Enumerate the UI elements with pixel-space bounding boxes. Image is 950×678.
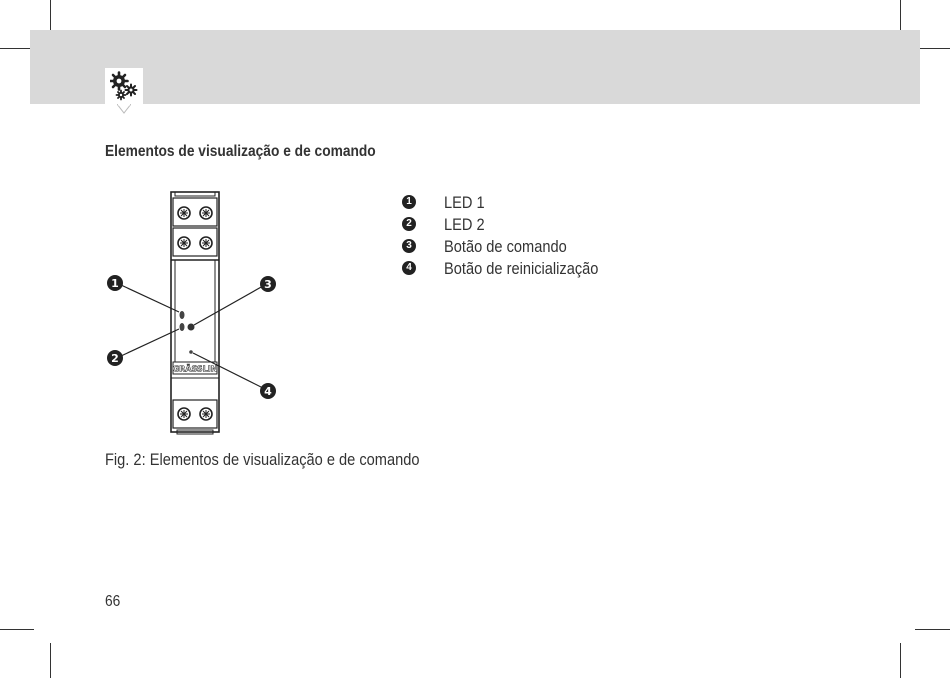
reset-button [189,350,193,354]
device-brand-label: GRÄSSLIN [172,364,218,374]
callout-1-label: 1 [111,277,119,290]
crop-mark-tr-v [900,0,901,31]
crop-mark-bl-v [50,643,51,678]
callout-1 [107,275,123,291]
crop-mark-br-h [915,629,950,630]
header-badge [105,68,143,104]
callout-2-label: 2 [111,352,119,365]
legend-label: Botão de reinicialização [444,259,599,278]
callout-3 [260,276,276,292]
callout-4 [260,383,276,399]
legend-label: LED 1 [444,193,485,212]
crop-mark-tl-v [50,0,51,31]
badge-pointer [117,104,131,114]
page-number: 66 [105,593,121,610]
terminal-screw [200,237,212,249]
figure-caption: Fig. 2: Elementos de visualização e de comando [105,450,420,469]
command-button [188,324,195,331]
section-title: Elementos de visualização e de comando [105,143,376,160]
callout-4-label: 4 [264,385,272,398]
callout-2 [107,350,123,366]
legend-label: LED 2 [444,215,485,234]
legend-number: 4 [402,261,416,275]
terminal-screw [178,207,190,219]
crop-mark-bl-h [0,629,34,630]
device-illustration [95,188,295,438]
legend-number: 2 [402,217,416,231]
terminal-screw [200,408,212,420]
crop-mark-tl-h [0,48,34,49]
gears-icon [110,71,138,101]
led-2 [180,323,185,331]
terminal-screw [200,207,212,219]
terminal-screw [178,408,190,420]
terminal-screw [178,237,190,249]
led-1 [180,311,185,319]
legend-label: Botão de comando [444,237,567,256]
header-band [30,30,920,104]
legend-number: 1 [402,195,416,209]
callout-3-label: 3 [264,278,272,291]
crop-mark-tr-h [915,48,950,49]
legend-number: 3 [402,239,416,253]
crop-mark-br-v [900,643,901,678]
